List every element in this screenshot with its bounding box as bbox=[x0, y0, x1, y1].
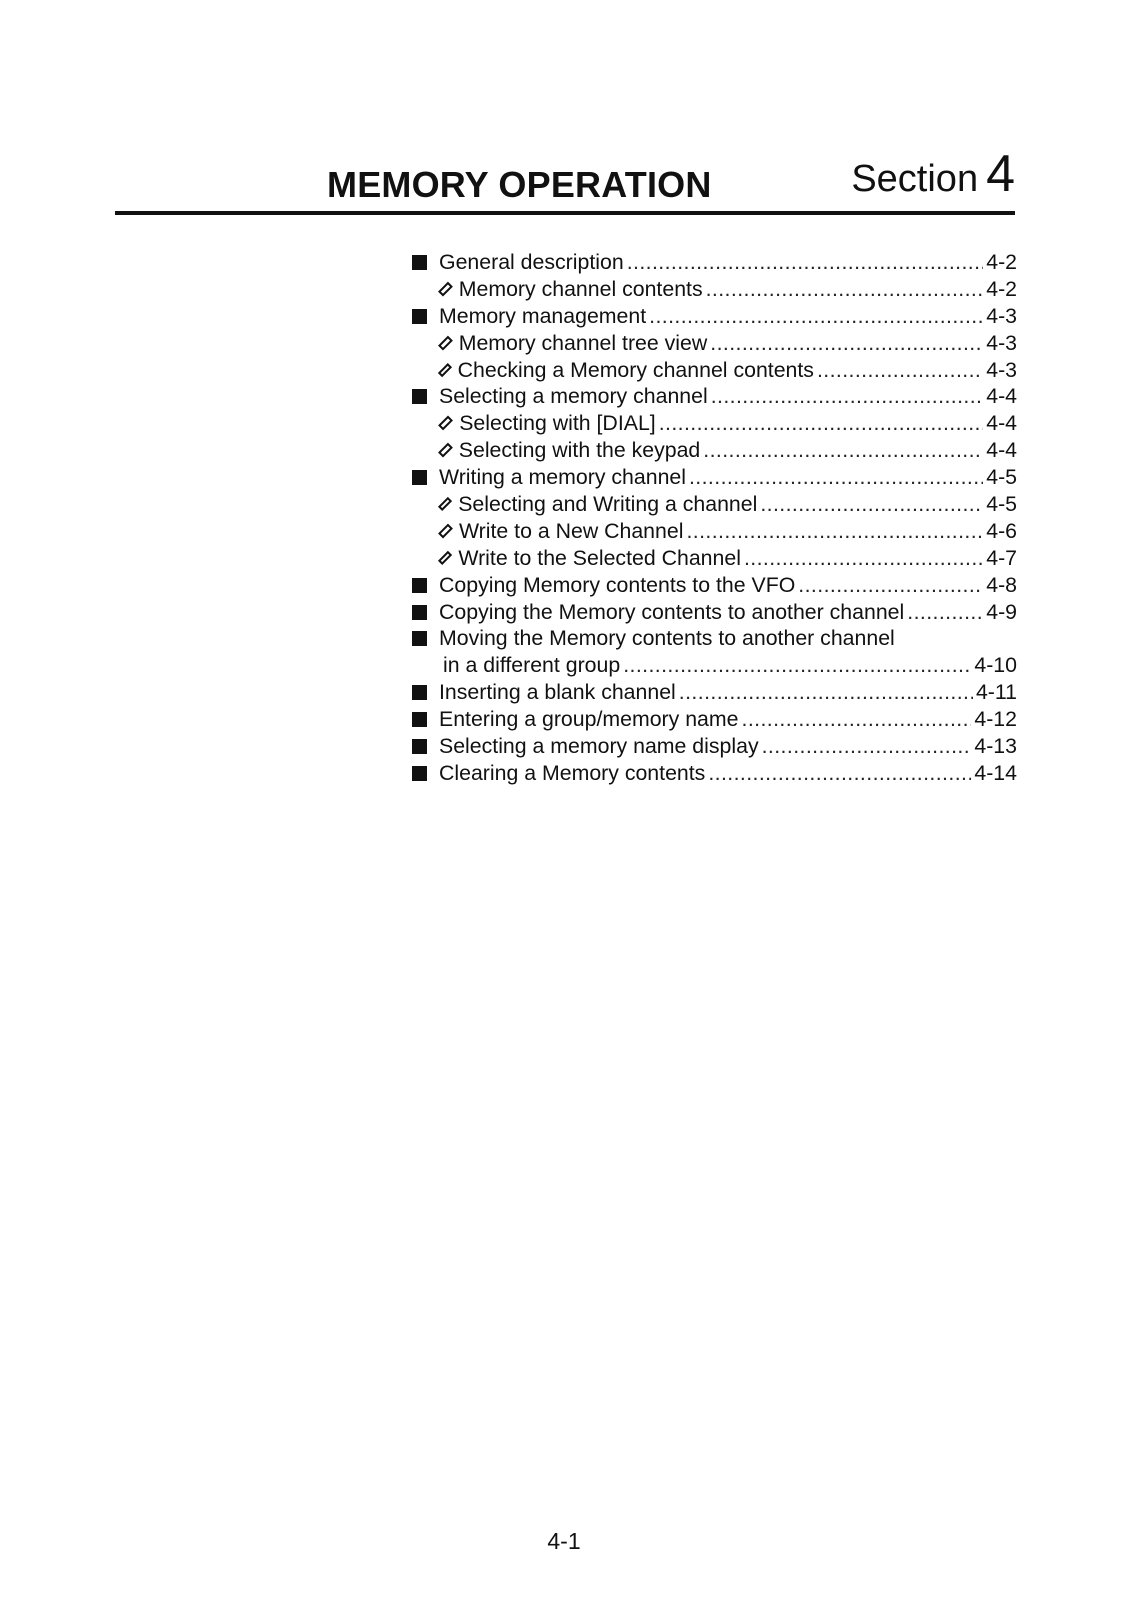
section-word: Section bbox=[851, 158, 979, 200]
toc-entry-title: Inserting a blank channel bbox=[439, 680, 676, 705]
square-bullet-icon bbox=[412, 303, 439, 330]
dot-leader bbox=[907, 599, 983, 626]
dot-leader bbox=[817, 357, 983, 384]
dot-leader bbox=[623, 652, 971, 679]
square-bullet-icon bbox=[412, 249, 439, 276]
toc-entry-title-continuation: in a different group bbox=[443, 653, 621, 678]
dot-leader bbox=[708, 760, 971, 787]
square-bullet-icon bbox=[412, 679, 439, 706]
toc-entry-title: Selecting with [DIAL] bbox=[459, 411, 656, 436]
toc-entry[interactable] bbox=[412, 733, 1017, 760]
square-bullet-icon bbox=[412, 706, 439, 733]
toc-entry-title: Clearing a Memory contents bbox=[439, 760, 706, 785]
toc-entry-page: 4-13 bbox=[974, 734, 1017, 759]
toc-entry-title: Memory channel contents bbox=[458, 276, 703, 301]
diamond-bullet-icon bbox=[438, 497, 452, 511]
toc-entry-title: Selecting and Writing a channel bbox=[458, 492, 758, 517]
dot-leader bbox=[706, 276, 984, 303]
square-bullet-icon bbox=[412, 760, 439, 787]
dot-leader bbox=[744, 545, 983, 572]
toc-entry-title: Moving the Memory contents to another channel bbox=[439, 626, 895, 651]
dot-leader bbox=[742, 706, 972, 733]
toc-subentry[interactable] bbox=[412, 491, 1017, 518]
toc-entry-continuation[interactable] bbox=[412, 652, 1017, 679]
square-bullet-icon bbox=[412, 464, 439, 491]
dot-leader bbox=[762, 733, 972, 760]
toc-entry[interactable] bbox=[412, 760, 1017, 787]
toc-entry[interactable] bbox=[412, 599, 1017, 626]
section-number: 4 bbox=[986, 145, 1015, 203]
toc-entry-page: 4-5 bbox=[986, 492, 1017, 517]
toc-entry-page: 4-4 bbox=[986, 384, 1017, 409]
toc-entry[interactable] bbox=[412, 679, 1017, 706]
toc-entry[interactable] bbox=[412, 572, 1017, 599]
page-number: 4-1 bbox=[547, 1528, 581, 1554]
dot-leader bbox=[689, 464, 983, 491]
toc-subentry[interactable] bbox=[412, 545, 1017, 572]
toc-entry-title: Checking a Memory channel contents bbox=[457, 357, 814, 382]
toc-subentry[interactable] bbox=[412, 276, 1017, 303]
table-of-contents bbox=[412, 249, 1017, 787]
toc-entry-page: 4-8 bbox=[986, 572, 1017, 597]
toc-entry-page: 4-6 bbox=[986, 518, 1017, 543]
dot-leader bbox=[627, 249, 984, 276]
toc-entry-title: Write to a New Channel bbox=[458, 518, 684, 543]
toc-entry-page: 4-4 bbox=[986, 411, 1017, 436]
toc-entry-page: 4-2 bbox=[986, 276, 1017, 301]
toc-subentry[interactable] bbox=[412, 330, 1017, 357]
dot-leader bbox=[659, 410, 984, 437]
toc-entry-page: 4-11 bbox=[975, 680, 1017, 705]
diamond-bullet-icon bbox=[438, 282, 453, 297]
toc-entry-title: General description bbox=[439, 250, 624, 274]
diamond-bullet-icon bbox=[438, 443, 453, 458]
toc-subentry[interactable] bbox=[412, 437, 1017, 464]
toc-entry-page: 4-9 bbox=[986, 599, 1017, 624]
dot-leader bbox=[679, 679, 973, 706]
diamond-bullet-icon bbox=[438, 524, 453, 539]
toc-entry-title: Copying Memory contents to the VFO bbox=[439, 572, 796, 597]
toc-entry[interactable] bbox=[412, 706, 1017, 733]
toc-entry[interactable] bbox=[412, 249, 1017, 276]
page-title: MEMORY OPERATION bbox=[327, 164, 712, 205]
dot-leader bbox=[760, 491, 983, 518]
toc-subentry[interactable] bbox=[412, 518, 1017, 545]
diamond-bullet-icon bbox=[438, 416, 453, 431]
toc-entry[interactable] bbox=[412, 625, 1017, 652]
toc-entry[interactable] bbox=[412, 383, 1017, 410]
square-bullet-icon bbox=[412, 383, 439, 410]
diamond-bullet-icon bbox=[438, 363, 452, 377]
toc-entry-page: 4-3 bbox=[986, 330, 1017, 355]
toc-entry-page: 4-5 bbox=[986, 465, 1017, 490]
diamond-bullet-icon bbox=[438, 335, 453, 350]
toc-entry-page: 4-14 bbox=[974, 760, 1017, 785]
toc-entry-page: 4-4 bbox=[986, 438, 1017, 463]
square-bullet-icon bbox=[412, 572, 439, 599]
dot-leader bbox=[686, 518, 983, 545]
section-header bbox=[115, 140, 1015, 215]
toc-entry-page: 4-12 bbox=[974, 707, 1017, 732]
dot-leader bbox=[710, 330, 983, 357]
header-rule bbox=[115, 211, 1015, 215]
square-bullet-icon bbox=[412, 625, 439, 652]
dot-leader bbox=[798, 572, 983, 599]
toc-entry-title: Write to the Selected Channel bbox=[458, 545, 741, 570]
square-bullet-icon bbox=[412, 599, 439, 626]
toc-subentry[interactable] bbox=[412, 357, 1017, 384]
toc-entry-page: 4-7 bbox=[986, 545, 1017, 570]
toc-entry-title: Memory channel tree view bbox=[458, 330, 708, 355]
section-label bbox=[851, 144, 1015, 204]
toc-entry-title: Memory management bbox=[439, 303, 647, 328]
toc-entry-page: 4-10 bbox=[974, 653, 1017, 678]
dot-leader bbox=[703, 437, 983, 464]
toc-entry-title: Selecting a memory name display bbox=[439, 734, 759, 759]
toc-entry-title: Writing a memory channel bbox=[439, 465, 686, 490]
toc-entry-title: Selecting a memory channel bbox=[439, 384, 708, 409]
toc-entry-title: Copying the Memory contents to another channel bbox=[439, 599, 905, 624]
toc-entry-title: Selecting with the keypad bbox=[458, 438, 701, 463]
dot-leader bbox=[711, 383, 984, 410]
dot-leader bbox=[649, 303, 983, 330]
diamond-bullet-icon bbox=[438, 551, 452, 565]
toc-subentry[interactable] bbox=[412, 410, 1017, 437]
toc-entry[interactable] bbox=[412, 303, 1017, 330]
toc-entry[interactable] bbox=[412, 464, 1017, 491]
square-bullet-icon bbox=[412, 733, 439, 760]
toc-entry-title: Entering a group/memory name bbox=[439, 707, 739, 732]
toc-entry-page: 4-2 bbox=[986, 250, 1017, 274]
toc-entry-page: 4-3 bbox=[986, 357, 1017, 382]
toc-entry-page: 4-3 bbox=[986, 303, 1017, 328]
